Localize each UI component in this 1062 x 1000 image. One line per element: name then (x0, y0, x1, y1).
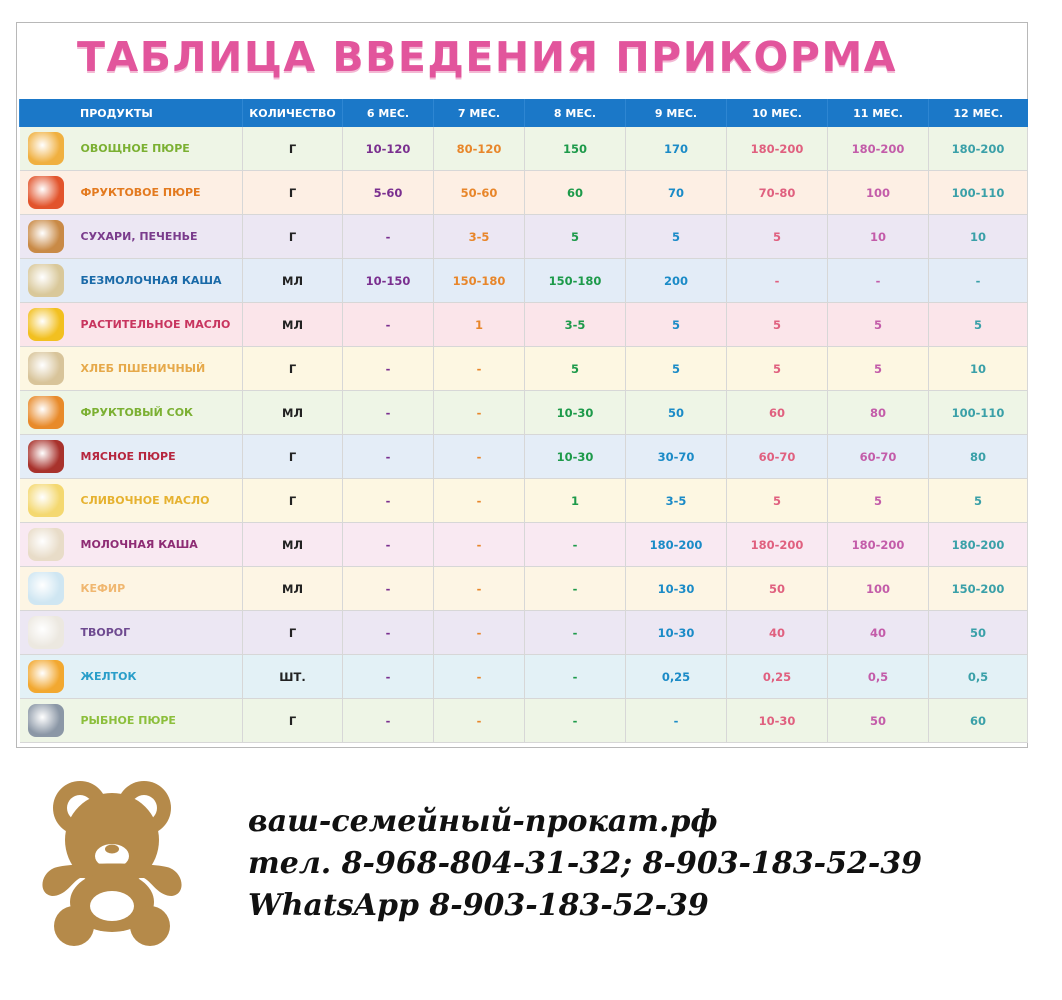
value-cell: 180-200 (727, 523, 828, 567)
column-header: 10 МЕС. (727, 99, 828, 127)
product-name: ФРУКТОВЫЙ СОК (80, 406, 194, 419)
value-cell: 60-70 (828, 435, 929, 479)
value-cell: 0,25 (727, 655, 828, 699)
value-cell: 150-180 (525, 259, 626, 303)
value-cell: 5 (727, 303, 828, 347)
value-cell: 80 (929, 435, 1028, 479)
table-row (20, 347, 1028, 391)
unit-cell: Г (243, 215, 343, 259)
column-header: 12 МЕС. (929, 99, 1028, 127)
value-cell: - (434, 611, 525, 655)
product-name: ТВОРОГ (80, 626, 131, 639)
footer-phones[interactable]: тел. 8-968-804-31-32; 8-903-183-52-39 (248, 846, 923, 881)
value-cell: - (434, 435, 525, 479)
value-cell: 5 (828, 303, 929, 347)
fruit-puree-icon (28, 176, 64, 209)
product-name: ЖЕЛТОК (80, 670, 137, 683)
value-cell: 10 (929, 347, 1028, 391)
value-cell: 50 (929, 611, 1028, 655)
fish-puree-icon (28, 704, 64, 737)
table-row (20, 303, 1028, 347)
value-cell: - (434, 391, 525, 435)
value-cell: - (343, 435, 434, 479)
product-cell (20, 655, 243, 699)
value-cell: 5 (525, 215, 626, 259)
value-cell: 200 (626, 259, 727, 303)
table-row (20, 215, 1028, 259)
value-cell: - (525, 655, 626, 699)
product-name: БЕЗМОЛОЧНАЯ КАША (80, 274, 222, 287)
cottage-cheese-icon (28, 616, 64, 649)
value-cell: - (828, 259, 929, 303)
value-cell: - (343, 655, 434, 699)
value-cell: 10-120 (343, 127, 434, 171)
value-cell: 100 (828, 171, 929, 215)
value-cell: - (727, 259, 828, 303)
value-cell: 1 (434, 303, 525, 347)
value-cell: 10-30 (727, 699, 828, 743)
table-row (20, 479, 1028, 523)
value-cell: 10 (929, 215, 1028, 259)
column-header: ПРОДУКТЫ (20, 99, 243, 127)
value-cell: 100-110 (929, 171, 1028, 215)
value-cell: 100 (828, 567, 929, 611)
value-cell: 70 (626, 171, 727, 215)
value-cell: - (525, 699, 626, 743)
value-cell: - (626, 699, 727, 743)
value-cell: 5 (626, 215, 727, 259)
value-cell: 0,25 (626, 655, 727, 699)
value-cell: - (343, 611, 434, 655)
value-cell: - (525, 523, 626, 567)
teddy-bear-logo (36, 778, 188, 948)
table-body (20, 127, 1028, 743)
value-cell: 10-30 (626, 567, 727, 611)
footer-website[interactable]: ваш-семейный-прокат.рф (248, 804, 718, 839)
product-name: ХЛЕБ ПШЕНИЧНЫЙ (80, 362, 206, 375)
unit-cell: ШТ. (243, 655, 343, 699)
value-cell: 40 (828, 611, 929, 655)
column-header: 9 МЕС. (626, 99, 727, 127)
value-cell: 5 (828, 347, 929, 391)
product-name: СЛИВОЧНОЕ МАСЛО (80, 494, 210, 507)
juice-icon (28, 396, 64, 429)
value-cell: - (929, 259, 1028, 303)
value-cell: 5 (727, 479, 828, 523)
product-name: РЫБНОЕ ПЮРЕ (80, 714, 176, 727)
unit-cell: МЛ (243, 391, 343, 435)
value-cell: - (343, 391, 434, 435)
product-name: КЕФИР (80, 582, 126, 595)
page-title: ТАБЛИЦА ВВЕДЕНИЯ ПРИКОРМА (77, 33, 897, 81)
value-cell: 150 (525, 127, 626, 171)
table-row (20, 611, 1028, 655)
value-cell: 50 (727, 567, 828, 611)
value-cell: 100-110 (929, 391, 1028, 435)
product-name: СУХАРИ, ПЕЧЕНЬЕ (80, 230, 198, 243)
value-cell: - (434, 347, 525, 391)
product-cell (20, 479, 243, 523)
value-cell: 180-200 (929, 523, 1028, 567)
value-cell: - (343, 347, 434, 391)
footer-whatsapp[interactable]: WhatsApp 8-903-183-52-39 (248, 888, 709, 923)
value-cell: 5 (727, 215, 828, 259)
bread-icon (28, 352, 64, 385)
value-cell: 5-60 (343, 171, 434, 215)
table-row (20, 567, 1028, 611)
product-name: ФРУКТОВОЕ ПЮРЕ (80, 186, 201, 199)
value-cell: 5 (929, 303, 1028, 347)
value-cell: 5 (828, 479, 929, 523)
table-row (20, 523, 1028, 567)
column-header: 7 МЕС. (434, 99, 525, 127)
value-cell: - (343, 479, 434, 523)
product-cell (20, 215, 243, 259)
value-cell: - (525, 611, 626, 655)
value-cell: 60 (727, 391, 828, 435)
product-cell (20, 611, 243, 655)
product-name: ОВОЩНОЕ ПЮРЕ (80, 142, 190, 155)
value-cell: 80 (828, 391, 929, 435)
sunflower-oil-icon (28, 308, 64, 341)
value-cell: 0,5 (828, 655, 929, 699)
product-cell (20, 303, 243, 347)
value-cell: 180-200 (929, 127, 1028, 171)
butter-icon (28, 484, 64, 517)
value-cell: 30-70 (626, 435, 727, 479)
yolk-icon (28, 660, 64, 693)
value-cell: 150-200 (929, 567, 1028, 611)
value-cell: 180-200 (828, 127, 929, 171)
unit-cell: Г (243, 435, 343, 479)
product-name: МЯСНОЕ ПЮРЕ (80, 450, 176, 463)
product-cell (20, 347, 243, 391)
value-cell: 3-5 (525, 303, 626, 347)
value-cell: - (434, 567, 525, 611)
value-cell: - (343, 699, 434, 743)
product-cell (20, 259, 243, 303)
milk-porridge-icon (28, 528, 64, 561)
value-cell: 5 (626, 303, 727, 347)
value-cell: 60 (929, 699, 1028, 743)
table-row (20, 699, 1028, 743)
value-cell: 40 (727, 611, 828, 655)
value-cell: 50 (828, 699, 929, 743)
table-header-row (20, 99, 1028, 127)
unit-cell: МЛ (243, 259, 343, 303)
table-row (20, 171, 1028, 215)
unit-cell: МЛ (243, 303, 343, 347)
unit-cell: Г (243, 699, 343, 743)
value-cell: - (434, 523, 525, 567)
product-cell (20, 171, 243, 215)
value-cell: 150-180 (434, 259, 525, 303)
value-cell: - (343, 215, 434, 259)
value-cell: 80-120 (434, 127, 525, 171)
table-row (20, 259, 1028, 303)
kefir-icon (28, 572, 64, 605)
value-cell: 50 (626, 391, 727, 435)
value-cell: - (434, 655, 525, 699)
feeding-table (19, 99, 1028, 743)
value-cell: 5 (727, 347, 828, 391)
column-header: 8 МЕС. (525, 99, 626, 127)
value-cell: - (343, 303, 434, 347)
unit-cell: Г (243, 611, 343, 655)
column-header: 11 МЕС. (828, 99, 929, 127)
value-cell: 180-200 (626, 523, 727, 567)
unit-cell: МЛ (243, 523, 343, 567)
value-cell: 10 (828, 215, 929, 259)
value-cell: 180-200 (727, 127, 828, 171)
value-cell: - (434, 479, 525, 523)
value-cell: 5 (626, 347, 727, 391)
value-cell: 170 (626, 127, 727, 171)
column-header: 6 МЕС. (343, 99, 434, 127)
value-cell: 10-150 (343, 259, 434, 303)
product-cell (20, 127, 243, 171)
value-cell: - (343, 523, 434, 567)
product-name: МОЛОЧНАЯ КАША (80, 538, 198, 551)
value-cell: 10-30 (626, 611, 727, 655)
porridge-icon (28, 264, 64, 297)
table-row (20, 391, 1028, 435)
unit-cell: Г (243, 347, 343, 391)
meat-puree-icon (28, 440, 64, 473)
unit-cell: Г (243, 171, 343, 215)
value-cell: 60-70 (727, 435, 828, 479)
product-cell (20, 435, 243, 479)
unit-cell: Г (243, 127, 343, 171)
table-row (20, 655, 1028, 699)
value-cell: - (434, 699, 525, 743)
product-cell (20, 391, 243, 435)
value-cell: 3-5 (626, 479, 727, 523)
value-cell: 5 (929, 479, 1028, 523)
unit-cell: Г (243, 479, 343, 523)
value-cell: 10-30 (525, 391, 626, 435)
product-cell (20, 699, 243, 743)
unit-cell: МЛ (243, 567, 343, 611)
value-cell: 50-60 (434, 171, 525, 215)
value-cell: 1 (525, 479, 626, 523)
value-cell: - (525, 567, 626, 611)
vegetable-puree-icon (28, 132, 64, 165)
value-cell: 180-200 (828, 523, 929, 567)
value-cell: 3-5 (434, 215, 525, 259)
product-name: РАСТИТЕЛЬНОЕ МАСЛО (80, 318, 231, 331)
table-row (20, 435, 1028, 479)
value-cell: 60 (525, 171, 626, 215)
value-cell: 70-80 (727, 171, 828, 215)
table-row (20, 127, 1028, 171)
biscuit-icon (28, 220, 64, 253)
value-cell: 10-30 (525, 435, 626, 479)
value-cell: 0,5 (929, 655, 1028, 699)
feeding-table-card (16, 22, 1028, 748)
product-cell (20, 523, 243, 567)
value-cell: 5 (525, 347, 626, 391)
product-cell (20, 567, 243, 611)
column-header: КОЛИЧЕСТВО (243, 99, 343, 127)
value-cell: - (343, 567, 434, 611)
